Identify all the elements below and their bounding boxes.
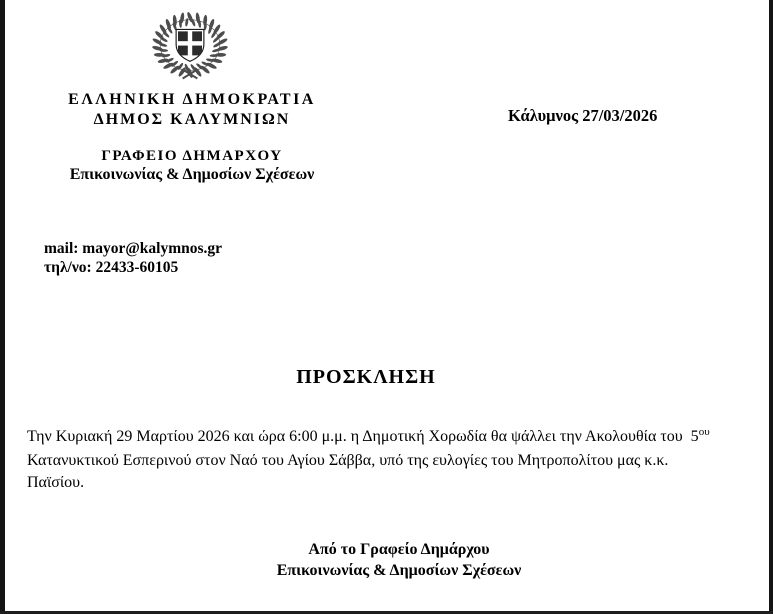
body-line-3: Παϊσίου.: [27, 474, 85, 491]
page-border-right: [769, 0, 773, 614]
greek-national-emblem-icon: [141, 8, 239, 82]
ordinal-superscript: ου: [698, 426, 710, 438]
header-department: Επικοινωνίας & Δημοσίων Σχέσεων: [69, 166, 315, 183]
body-line-2: Κατανυκτικού Εσπερινού στον Ναό του Αγίου Σάββα, υπό της ευλογίες του Μητροπολίτου μας κ.κ.: [27, 451, 669, 469]
letter-title: ΠΡΟΣΚΛΗΣΗ: [296, 366, 436, 388]
page-border-left: [0, 0, 5, 614]
header-office: ΓΡΑΦΕΙΟ ΔΗΜΑΡΧΟΥ: [101, 148, 283, 164]
header-municipality: ΔΗΜΟΣ ΚΑΛΥΜΝΙΩΝ: [93, 111, 291, 128]
letter-signature-block: [27, 540, 771, 581]
body-line-1: [27, 426, 757, 450]
letter-body: [27, 426, 757, 495]
place-and-date: Κάλυμνος 27/03/2026: [508, 106, 658, 125]
body-line-1-text: Την Κυριακή 29 Μαρτίου 2026 και ώρα 6:00 μ.μ. η Δημοτική Χορωδία θα ψάλλει την Ακολουθία του 5: [27, 428, 699, 445]
contact-phone: τηλ/νο: 22433-60105: [44, 259, 179, 276]
signature-line-1: Από το Γραφείο Δημάρχου: [308, 541, 490, 558]
contact-email: mail: mayor@kalymnos.gr: [44, 240, 223, 257]
header-republic: ΕΛΛΗΝΙΚΗ ΔΗΜΟΚΡΑΤΙΑ: [68, 91, 316, 108]
signature-line-2: Επικοινωνίας & Δημοσίων Σχέσεων: [276, 561, 522, 579]
